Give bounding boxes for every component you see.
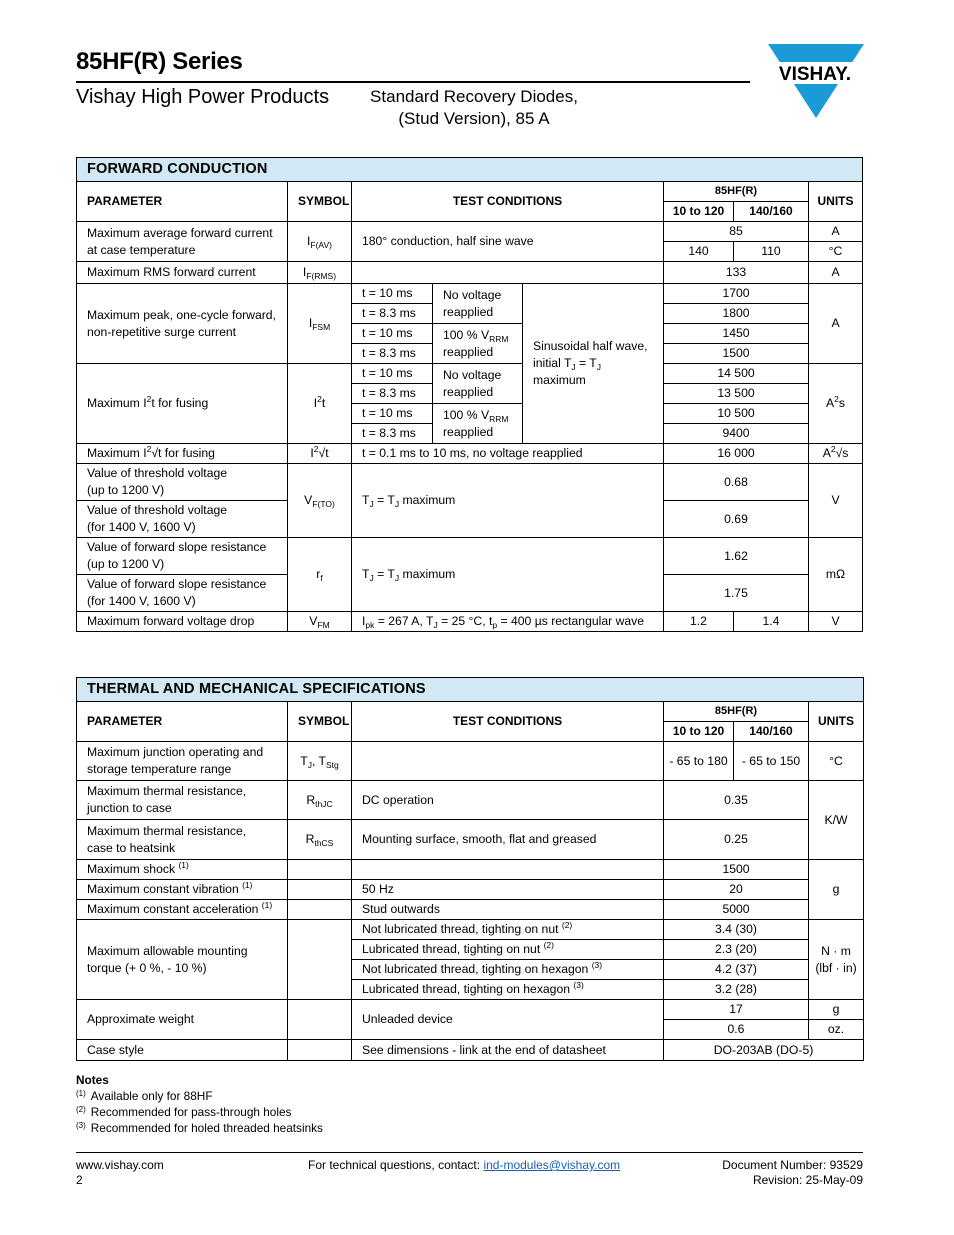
test-torque: Not lubricated thread, tighting on hexagon $^{(3)}$ — [352, 960, 664, 980]
contact-text: For technical questions, contact: — [308, 1158, 484, 1172]
symbol-empty — [288, 900, 352, 920]
value-cell: 1.2 — [664, 612, 734, 632]
value-cell: 14 500 — [664, 364, 809, 384]
unit-cell: °C — [809, 742, 864, 781]
contact-email-link[interactable]: ind-modules@vishay.com — [483, 1158, 621, 1172]
value-cell: 85 — [664, 222, 809, 242]
param-weight: Approximate weight — [77, 1000, 288, 1040]
param-slope-resistance-high: Value of forward slope resistance (for 1400 V, 1600 V) — [77, 575, 288, 612]
param-acceleration: Maximum constant acceleration $^{(1)}$ — [77, 900, 288, 920]
value-cell: 1.75 — [664, 575, 809, 612]
col-header-units: UNITS — [809, 702, 864, 742]
value-cell: 1800 — [664, 304, 809, 324]
page-number: 2 — [76, 1173, 83, 1187]
notes-heading: Notes — [76, 1073, 109, 1087]
col-header-model: 85HF(R) — [664, 702, 809, 722]
product-description — [360, 86, 588, 130]
unit-cell: °C — [809, 242, 863, 262]
unit-cell: A — [809, 262, 863, 284]
col-header-test-conditions: TEST CONDITIONS — [352, 702, 664, 742]
symbol-ifsm: $I_{FSM}$ — [288, 284, 352, 364]
value-cell: 140 — [664, 242, 734, 262]
section-title: FORWARD CONDUCTION — [77, 158, 863, 182]
document-number: Document Number: 93529 — [722, 1158, 863, 1172]
time-cell: t = 8.3 ms — [352, 304, 433, 324]
col-header-voltage-1: 10 to 120 — [664, 202, 734, 222]
col-header-voltage-2: 140/160 — [734, 722, 809, 742]
symbol-i2rt: $I^2√t$ — [288, 444, 352, 464]
time-cell: t = 10 ms — [352, 404, 433, 424]
value-cell: 0.6 — [664, 1020, 809, 1040]
value-cell: 1500 — [664, 860, 809, 880]
footer-contact — [308, 1158, 620, 1173]
symbol-rf: $r_f$ — [288, 538, 352, 612]
value-cell: 9400 — [664, 424, 809, 444]
param-rms-current: Maximum RMS forward current — [77, 262, 288, 284]
param-junction-temp: Maximum junction operating and storage temperature range — [77, 742, 288, 781]
test-case-style: See dimensions - link at the end of datasheet — [352, 1040, 664, 1061]
unit-cell: $A^2√s$ — [809, 444, 863, 464]
value-cell: 1450 — [664, 324, 809, 344]
time-cell: t = 10 ms — [352, 324, 433, 344]
footer-right — [722, 1158, 863, 1188]
symbol-empty — [288, 860, 352, 880]
param-average-current: Maximum average forward current at case temperature — [77, 222, 288, 262]
test-torque: Not lubricated thread, tighting on nut $^{(2)}$ — [352, 920, 664, 940]
page-subtitle: Vishay High Power Products — [76, 86, 330, 108]
param-threshold-voltage-high: Value of threshold voltage (for 1400 V, 1600 V) — [77, 501, 288, 538]
notes — [76, 1072, 323, 1136]
col-header-model: 85HF(R) — [664, 182, 809, 202]
param-i2rt: Maximum $I^2√t$ for fusing — [77, 444, 288, 464]
symbol-vfm: $V_{FM}$ — [288, 612, 352, 632]
value-cell: 0.69 — [664, 501, 809, 538]
value-cell: 3.4 (30) — [664, 920, 809, 940]
test-empty — [352, 262, 664, 284]
test-tj-max: $T_J = T_J$ maximum — [352, 464, 664, 538]
col-header-voltage-2: 140/160 — [734, 202, 809, 222]
note-item: $^{(1)}$ Available only for 88HF — [76, 1089, 213, 1103]
time-cell: t = 10 ms — [352, 284, 433, 304]
test-torque: Lubricated thread, tighting on hexagon $^{(3)}$ — [352, 980, 664, 1000]
section-title: THERMAL AND MECHANICAL SPECIFICATIONS — [77, 678, 864, 702]
note-item: $^{(2)}$ Recommended for pass-through holes — [76, 1105, 292, 1119]
description-line-1: Standard Recovery Diodes, — [370, 87, 578, 106]
param-i2t: Maximum $I^2t$ for fusing — [77, 364, 288, 444]
col-header-symbol: SYMBOL — [288, 702, 352, 742]
test-tj-max: $T_J = T_J$ maximum — [352, 538, 664, 612]
test-acceleration: Stud outwards — [352, 900, 664, 920]
param-case-style: Case style — [77, 1040, 288, 1061]
col-header-symbol: SYMBOL — [288, 182, 352, 222]
value-cell: 110 — [734, 242, 809, 262]
no-voltage-cell: No voltage reapplied — [433, 284, 523, 324]
unit-cell: V — [809, 612, 863, 632]
forward-conduction-table — [76, 157, 863, 632]
unit-cell: K/W — [809, 781, 864, 860]
revision: Revision: 25-May-09 — [752, 1173, 863, 1187]
col-header-parameter: PARAMETER — [77, 702, 288, 742]
value-cell: DO-203AB (DO-5) — [664, 1040, 864, 1061]
note-item: $^{(3)}$ Recommended for holed threaded heatsinks — [76, 1121, 323, 1135]
test-torque: Lubricated thread, tighting on nut $^{(2)}$ — [352, 940, 664, 960]
vishay-logo — [768, 44, 864, 118]
unit-cell: mΩ — [809, 538, 863, 612]
page-title: 85HF(R) Series — [76, 48, 243, 75]
symbol-vfto: $V_{F(TO)}$ — [288, 464, 352, 538]
footer-rule — [76, 1152, 863, 1153]
symbol-empty — [288, 920, 352, 1000]
test-rthcs: Mounting surface, smooth, flat and greased — [352, 820, 664, 860]
unit-cell: g — [809, 1000, 864, 1020]
value-cell: 3.2 (28) — [664, 980, 809, 1000]
param-forward-voltage-drop: Maximum forward voltage drop — [77, 612, 288, 632]
value-cell: 5000 — [664, 900, 809, 920]
symbol-rthjc: $R_{thJC}$ — [288, 781, 352, 820]
unit-cell: N · m (lbf · in) — [809, 920, 864, 1000]
value-cell: 133 — [664, 262, 809, 284]
value-cell: 1700 — [664, 284, 809, 304]
param-rthjc: Maximum thermal resistance, junction to case — [77, 781, 288, 820]
logo-text: VISHAY. — [778, 64, 852, 85]
param-rthcs: Maximum thermal resistance, case to heatsink — [77, 820, 288, 860]
test-conduction: 180° conduction, half sine wave — [352, 222, 664, 262]
unit-cell: V — [809, 464, 863, 538]
value-cell: 1.4 — [734, 612, 809, 632]
test-vfm: $I_{pk} = 267$ A, $T_J = 25$ °C, $t_p = 400$ µs rectangular wave — [352, 612, 664, 632]
symbol-empty — [288, 1040, 352, 1061]
unit-cell: oz. — [809, 1020, 864, 1040]
col-header-units: UNITS — [809, 182, 863, 222]
title-rule — [76, 81, 750, 83]
value-cell: 0.25 — [664, 820, 809, 860]
symbol-rthcs: $R_{thCS}$ — [288, 820, 352, 860]
time-cell: t = 10 ms — [352, 364, 433, 384]
symbol-if-av: $I_{F(AV)}$ — [288, 222, 352, 262]
test-i2rt: t = 0.1 ms to 10 ms, no voltage reapplied — [352, 444, 664, 464]
test-empty — [352, 860, 664, 880]
value-cell: - 65 to 180 — [664, 742, 734, 781]
test-weight: Unleaded device — [352, 1000, 664, 1040]
unit-cell: A — [809, 222, 863, 242]
value-cell: 0.35 — [664, 781, 809, 820]
value-cell: - 65 to 150 — [734, 742, 809, 781]
no-voltage-cell: No voltage reapplied — [433, 364, 523, 404]
value-cell: 20 — [664, 880, 809, 900]
unit-cell: $A^2s$ — [809, 364, 863, 444]
time-cell: t = 8.3 ms — [352, 344, 433, 364]
test-empty — [352, 742, 664, 781]
sinusoidal-condition: Sinusoidal half wave, initial $T_J = T_J$ maximum — [523, 284, 664, 444]
vrrm-cell: 100 % $V_{RRM}$ reapplied — [433, 404, 523, 444]
description-line-2: (Stud Version), 85 A — [398, 109, 550, 128]
test-rthjc: DC operation — [352, 781, 664, 820]
vrrm-cell: 100 % $V_{RRM}$ reapplied — [433, 324, 523, 364]
param-shock: Maximum shock $^{(1)}$ — [77, 860, 288, 880]
param-surge-current: Maximum peak, one-cycle forward, non-repetitive surge current — [77, 284, 288, 364]
thermal-mechanical-table — [76, 677, 864, 1061]
time-cell: t = 8.3 ms — [352, 424, 433, 444]
col-header-voltage-1: 10 to 120 — [664, 722, 734, 742]
param-threshold-voltage-low: Value of threshold voltage (up to 1200 V) — [77, 464, 288, 501]
value-cell: 17 — [664, 1000, 809, 1020]
unit-cell: g — [809, 860, 864, 920]
symbol-i2t: $I^2t$ — [288, 364, 352, 444]
unit-cell: A — [809, 284, 863, 364]
value-cell: 1.62 — [664, 538, 809, 575]
col-header-parameter: PARAMETER — [77, 182, 288, 222]
param-vibration: Maximum constant vibration $^{(1)}$ — [77, 880, 288, 900]
col-header-test-conditions: TEST CONDITIONS — [352, 182, 664, 222]
symbol-if-rms: $I_{F(RMS)}$ — [288, 262, 352, 284]
value-cell: 0.68 — [664, 464, 809, 501]
param-mounting-torque: Maximum allowable mounting torque (+ 0 %, - 10 %) — [77, 920, 288, 1000]
value-cell: 4.2 (37) — [664, 960, 809, 980]
value-cell: 13 500 — [664, 384, 809, 404]
test-vibration: 50 Hz — [352, 880, 664, 900]
footer-url[interactable]: www.vishay.com — [76, 1158, 164, 1172]
value-cell: 16 000 — [664, 444, 809, 464]
symbol-empty — [288, 880, 352, 900]
value-cell: 2.3 (20) — [664, 940, 809, 960]
value-cell: 1500 — [664, 344, 809, 364]
symbol-empty — [288, 1000, 352, 1040]
symbol-tj-tstg: $T_J$, $T_{Stg}$ — [288, 742, 352, 781]
time-cell: t = 8.3 ms — [352, 384, 433, 404]
footer-left — [76, 1158, 164, 1188]
value-cell: 10 500 — [664, 404, 809, 424]
param-slope-resistance-low: Value of forward slope resistance (up to 1200 V) — [77, 538, 288, 575]
